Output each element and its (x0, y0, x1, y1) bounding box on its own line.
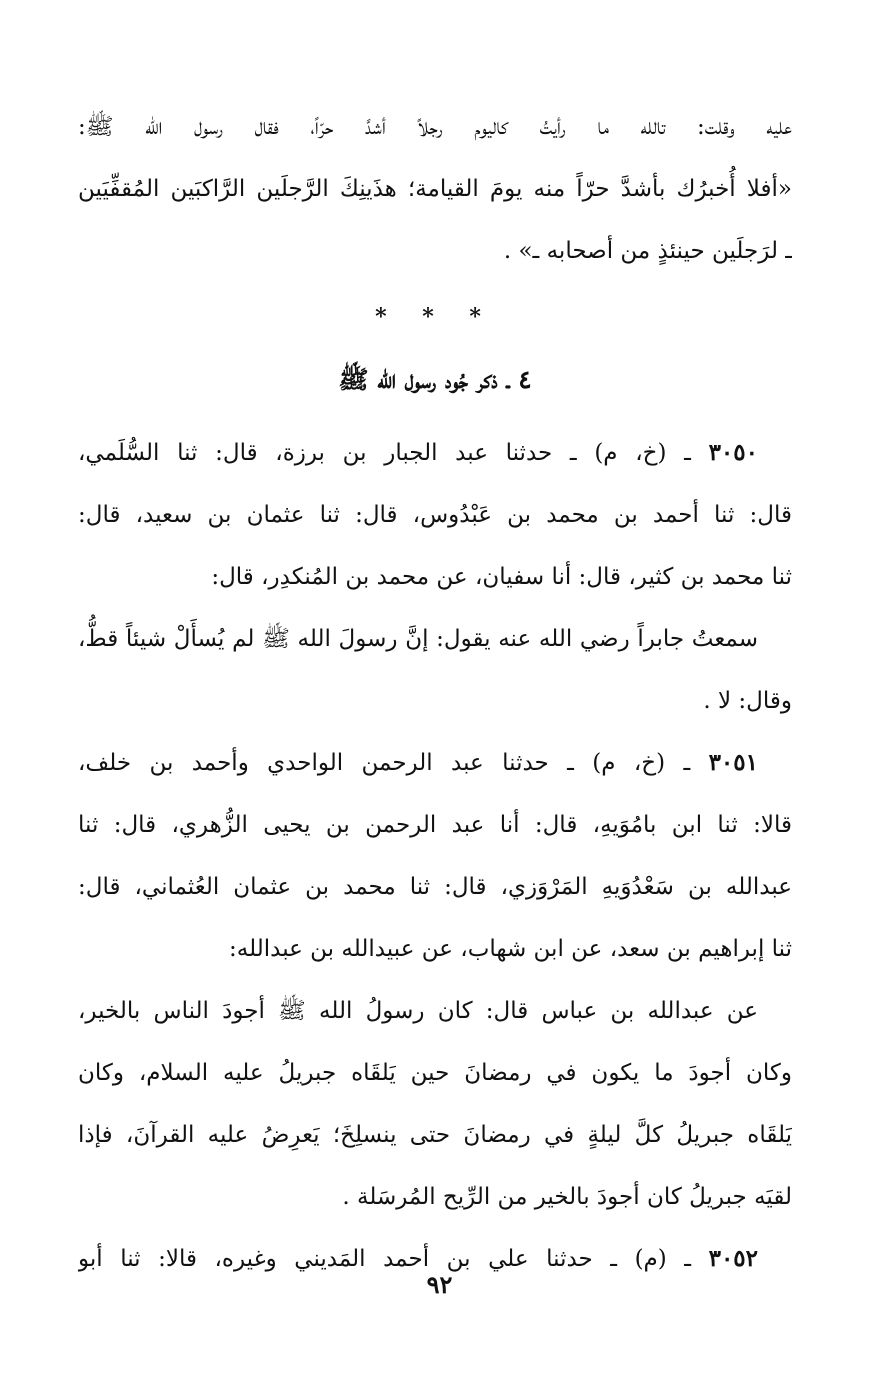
matn-line: يَلقَاه جبريلُ كلَّ ليلةٍ في رمضانَ حتى ينسلِخَ؛ يَعرِضُ عليه القرآنَ، فإذا (78, 1122, 792, 1148)
hadith-number: ٣٠٥٢ (708, 1245, 759, 1272)
matn-line: لقيَه جبريلُ كان أجودَ بالخير من الرِّيح المُرسَلة . (342, 1184, 792, 1210)
isnad-text: ـ (خ، م) ـ حدثنا عبد الرحمن الواحدي وأحمد بن خلف، (78, 750, 691, 776)
isnad-text: ـ (م) ـ حدثنا علي بن أحمد المَديني وغيره، قالا: ثنا أبو (78, 1246, 692, 1272)
section-heading: ٤ ـ ذكر جُود رسول الله ﷺ (338, 365, 532, 394)
text-line: ثنا إبراهيم بن سعد، عن ابن شهاب، عن عبيدالله بن عبدالله: (229, 936, 792, 962)
section-separator: * * * (375, 304, 495, 330)
text-line: ثنا محمد بن كثير، قال: أنا سفيان، عن محمد بن المُنكدِر، قال: (211, 564, 792, 590)
matn-line: عن عبدالله بن عباس قال: كان رسولُ الله ﷺ أجودَ الناس بالخير، (78, 998, 758, 1024)
hadith-number: ٣٠٥١ (708, 749, 758, 776)
text-line: عليه وقلت: تالله ما رأيتُ كاليوم رجلاً أشدَّ حرّاً، فقال رسول الله ﷺ: (78, 114, 792, 140)
text-line: «أفلا أُخبرُك بأشدَّ حرّاً منه يومَ القيامة؛ هذَينِكَ الرَّجلَين الرَّاكبَين المُقفِّيَين (78, 176, 792, 202)
hadith-first-line (78, 422, 792, 484)
text-line: عبدالله بن سَعْدُوَيهِ المَرْوَزي، قال: ثنا محمد بن عثمان العُثماني، قال: (78, 874, 792, 900)
hadith-first-line (78, 732, 792, 794)
isnad-text: ـ (خ، م) ـ حدثنا عبد الجبار بن برزة، قال: ثنا السُّلَمي، (78, 440, 691, 466)
text-line: قال: ثنا أحمد بن محمد بن عَبْدُوس، قال: ثنا عثمان بن سعيد، قال: (78, 502, 792, 528)
hadith-3051 (78, 732, 792, 1228)
hadith-3050 (78, 422, 792, 732)
matn-line: وكان أجودَ ما يكون في رمضانَ حين يَلقَاه جبريلُ عليه السلام، وكان (78, 1060, 792, 1086)
text-line: قالا: ثنا ابن بامُوَيهِ، قال: أنا عبد الرحمن بن يحيى الزُّهري، قال: ثنا (78, 812, 792, 838)
top-paragraph (78, 96, 792, 282)
page-number: ٩٢ (426, 1270, 453, 1299)
matn-line: وقال: لا . (703, 688, 792, 714)
text-line: ـ لرَجلَين حينئذٍ من أصحابه ـ» . (503, 238, 792, 264)
hadith-number: ٣٠٥٠ (708, 439, 758, 466)
page-body (78, 96, 792, 1290)
matn-line: سمعتُ جابراً رضي الله عنه يقول: إنَّ رسولَ الله ﷺ لم يُسأَلْ شيئاً قطُّ، (78, 626, 759, 652)
